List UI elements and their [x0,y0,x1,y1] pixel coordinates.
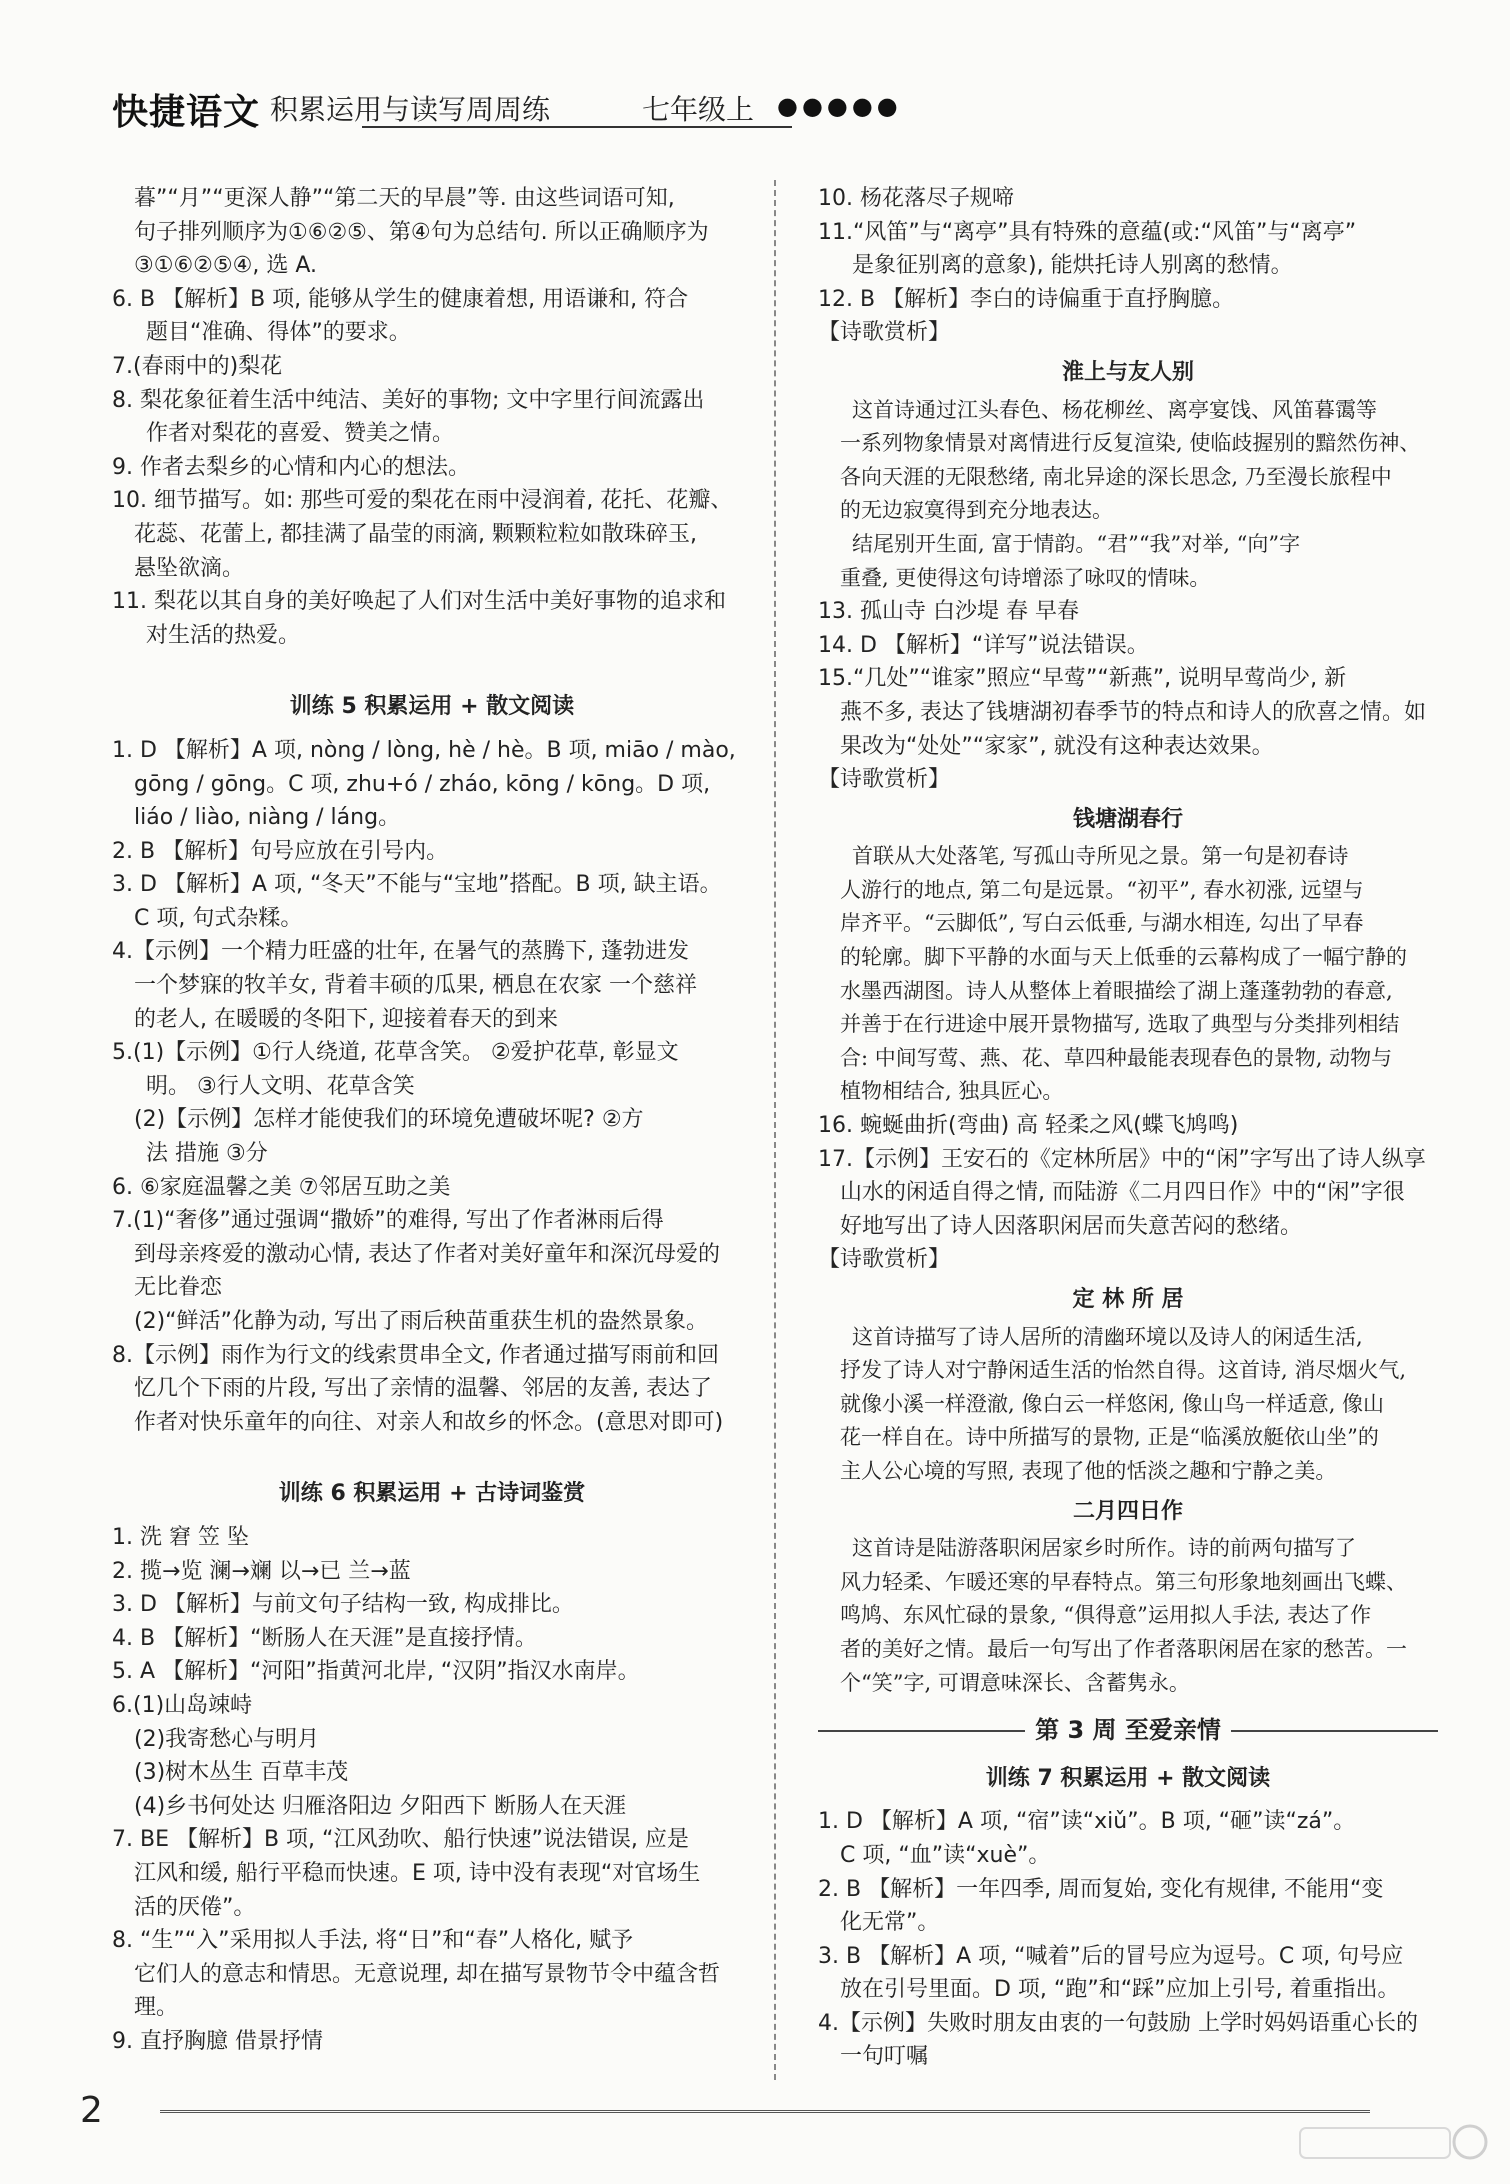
header-underline [362,126,792,128]
text-line: 主人公心境的写照, 表现了他的恬淡之趣和宁静之美。 [840,1458,1337,1483]
text-line: 到母亲疼爱的激动心情, 表达了作者对美好童年和深沉母爱的 [134,1241,720,1267]
text-line: (3)树木丛生 百草丰茂 [134,1760,349,1786]
text-line: 11. 梨花以其自身的美好唤起了人们对生活中美好事物的追求和 [112,589,726,615]
text-line: 训练 7 积累运用 + 散文阅读 [985,1765,1271,1791]
week-rule-right [1231,1730,1438,1732]
text-line: 这首诗通过江头春色、杨花柳丝、离亭宴饯、风笛暮霭等 [852,397,1377,422]
text-line: 是象征别离的意象), 能烘托诗人别离的愁情。 [852,253,1293,279]
text-line: C 项, 句式杂糅。 [134,905,303,931]
text-line: 的轮廓。脚下平静的水面与天上低垂的云幕构成了一幅宁静的 [840,945,1407,970]
text-line: (2)我寄愁心与明月 [134,1726,320,1752]
text-line: 15.“几处”“谁家”照应“早莺”“新燕”, 说明早莺尚少, 新 [818,666,1347,692]
text-line: 7.(1)“奢侈”通过强调“撒娇”的难得, 写出了作者淋雨后得 [112,1208,664,1234]
text-line: 4.【示例】一个精力旺盛的壮年, 在暑气的蒸腾下, 蓬勃进发 [112,939,689,965]
text-line: (2)“鲜活”化静为动, 写出了雨后秧苗重获生机的盎然景象。 [134,1309,708,1334]
text-line: 的老人, 在暖暖的冬阳下, 迎接着春天的到来 [134,1006,558,1032]
watermark-logo [1290,2120,1490,2180]
text-line: ③①⑥②⑤④, 选 A. [134,253,317,279]
text-line: 14. D 【解析】“详写”说法错误。 [818,632,1149,658]
text-line: 各向天涯的无限愁绪, 南北异途的深长思念, 乃至漫长旅程中 [840,464,1392,489]
text-line: 作者对梨花的喜爱、赞美之情。 [146,421,455,447]
text-line: 4. B 【解析】“断肠人在天涯”是直接抒情。 [112,1625,537,1651]
page-number: 2 [80,2090,103,2131]
text-line: 【诗歌赏析】 [818,767,951,793]
text-line: 一系列物象情景对离情进行反复渲染, 使临歧握别的黯然伤神、 [840,431,1421,456]
text-line: 江风和缓, 船行平稳而快速。E 项, 诗中没有表现“对官场生 [134,1860,701,1886]
text-line: (4)乡书何处达 归雁洛阳边 夕阳西下 断肠人在天涯 [134,1793,627,1819]
text-line: 1. D 【解析】A 项, nòng / lòng, hè / hè。B 项, miāo / mào, [112,737,736,763]
right-column-top [818,182,1438,1700]
text-line: 6. ⑥家庭温馨之美 ⑦邻居互助之美 [112,1174,451,1200]
text-line: 2. 揽→览 澜→斓 以→已 兰→蓝 [112,1558,411,1584]
week-heading [818,1714,1438,1748]
text-line: 5.(1)【示例】①行人绕道, 花草含笑。 ②爱护花草, 彰显文 [112,1040,679,1066]
text-line: 好地写出了诗人因落职闲居而失意苦闷的愁绪。 [840,1213,1303,1239]
text-line: 1. D 【解析】A 项, “宿”读“xiǔ”。B 项, “砸”读“zá”。 [818,1809,1356,1835]
text-line [112,652,752,676]
text-line: 4.【示例】失败时朋友由衷的一句鼓励 上学时妈妈语重心长的 [818,2010,1418,2036]
text-line: 2. B 【解析】一年四季, 周而复始, 变化有规律, 不能用“变 [818,1876,1384,1902]
text-line: 并善于在行进途中展开景物描写, 选取了典型与分类排列相结 [840,1012,1400,1037]
text-line: C 项, “血”读“xuè”。 [840,1842,1051,1868]
text-line: 个“笑”字, 可谓意味深长、含蓄隽永。 [840,1670,1190,1695]
text-line: 【诗歌赏析】 [818,1247,951,1273]
week-title: 第 3 周 至爱亲情 [1035,1716,1221,1745]
text-line: 岸齐平。“云脚低”, 写白云低垂, 与湖水相连, 勾出了早春 [840,911,1364,936]
text-line: 5. A 【解析】“河阳”指黄河北岸, “汉阴”指汉水南岸。 [112,1659,640,1685]
text-line: 12. B 【解析】李白的诗偏重于直抒胸臆。 [818,286,1235,312]
text-line: 1. 洗 窘 笠 坠 [112,1524,249,1550]
text-line [112,1439,752,1463]
text-line: 山水的闲适自得之情, 而陆游《二月四日作》中的“闲”字很 [840,1180,1405,1206]
text-line: liáo / liào, niàng / láng。 [134,805,401,831]
text-line: 6. B 【解析】B 项, 能够从学生的健康着想, 用语谦和, 符合 [112,286,689,312]
text-line: 作者对快乐童年的向往、对亲人和故乡的怀念。(意思对即可) [134,1409,724,1435]
grade-label: 七年级上 [642,93,755,126]
text-line: 这首诗描写了诗人居所的清幽环境以及诗人的闲适生活, [852,1324,1363,1349]
text-line: 13. 孤山寺 白沙堤 春 早春 [818,599,1079,625]
text-line: 化无常”。 [840,1910,940,1936]
text-line: 8. “生”“入”采用拟人手法, 将“日”和“春”人格化, 赋予 [112,1928,634,1954]
text-line: 这首诗是陆游落职闲居家乡时所作。诗的前两句描写了 [852,1536,1356,1561]
text-line: 钱塘湖春行 [1072,806,1183,832]
series-subtitle: 积累运用与读写周周练 [270,93,551,126]
text-line: 风力轻柔、乍暖还寒的早春特点。第三句形象地刻画出飞蝶、 [840,1569,1407,1594]
text-line: 无比眷恋 [134,1275,223,1301]
text-line: 重叠, 更使得这句诗增添了咏叹的情味。 [840,565,1211,590]
left-column [112,182,752,2058]
text-line: 水墨西湖图。诗人从整体上着眼描绘了湖上蓬蓬勃勃的春意, [840,978,1393,1003]
text-line: 它们人的意志和情思。无意说理, 却在描写景物节令中蕴含哲 [134,1961,720,1987]
text-line: 者的美好之情。最后一句写出了作者落职闲居在家的愁苦。一 [840,1636,1407,1661]
text-line: 法 措施 ③分 [146,1141,268,1167]
right-column-bottom [818,1762,1438,2074]
column-divider [774,180,776,2080]
text-line: 8.【示例】雨作为行文的线索贯串全文, 作者通过描写雨前和回 [112,1342,719,1368]
text-line: 对生活的热爱。 [146,622,301,648]
text-line: 8. 梨花象征着生活中纯洁、美好的事物; 文中字里行间流露出 [112,387,705,413]
text-line: 一个梦寐的牧羊女, 背着丰硕的瓜果, 栖息在农家 一个慈祥 [134,973,697,999]
brand-title: 快捷语文 [112,92,261,133]
text-line: 7.(春雨中的)梨花 [112,353,283,379]
text-line: 句子排列顺序为①⑥②⑤、第④句为总结句. 所以正确顺序为 [134,219,709,245]
text-line: 16. 蜿蜒曲折(弯曲) 高 轻柔之风(蝶飞鸠鸣) [818,1113,1239,1139]
text-line: 人游行的地点, 第二句是远景。“初平”, 春水初涨, 远望与 [840,877,1364,902]
text-line: 花一样自在。诗中所描写的景物, 正是“临溪放艇依山坐”的 [840,1425,1379,1450]
page-header [112,84,1412,133]
text-line: 理。 [134,1995,179,2021]
text-line: 暮”“月”“更深人静”“第二天的早晨”等. 由这些词语可知, [134,186,675,211]
week-rule-left [818,1730,1025,1732]
text-line: 6.(1)山岛竦峙 [112,1692,253,1718]
text-line: 首联从大处落笔, 写孤山寺所见之景。第一句是初春诗 [852,844,1349,869]
footer-rule [160,2110,1370,2113]
text-line: 9. 直抒胸臆 借景抒情 [112,2028,323,2054]
text-line: (2)【示例】怎样才能使我们的环境免遭破坏呢? ②方 [134,1107,644,1133]
text-line: 3. D 【解析】与前文句子结构一致, 构成排比。 [112,1592,574,1618]
text-line: 植物相结合, 独具匠心。 [840,1079,1064,1104]
text-line: 活的厌倦”。 [134,1894,256,1920]
text-line: 7. BE 【解析】B 项, “江风劲吹、船行快速”说法错误, 应是 [112,1827,689,1853]
text-line: 定 林 所 居 [1072,1287,1184,1312]
text-line: 淮上与友人别 [1061,359,1194,385]
text-line: 结尾别开生面, 富于情韵。“君”“我”对举, “向”字 [852,531,1301,556]
text-line: 17.【示例】王安石的《定林所居》中的“闲”字写出了诗人纵享 [818,1146,1426,1172]
text-line: 2. B 【解析】句号应放在引号内。 [112,838,449,864]
text-line: 悬坠欲滴。 [134,555,245,581]
text-line: 9. 作者去梨乡的心情和内心的想法。 [112,454,470,480]
rating-dots: ●●●●● [777,92,902,120]
text-line: 放在引号里面。D 项, “跑”和“踩”应加上引号, 着重指出。 [840,1977,1400,2003]
text-line: 3. B 【解析】A 项, “喊着”后的冒号应为逗号。C 项, 句号应 [818,1943,1404,1969]
right-column [818,182,1438,2074]
text-line: 【诗歌赏析】 [818,320,951,346]
text-line: 题目“准确、得体”的要求。 [146,320,411,346]
text-line: 11.“风笛”与“离亭”具有特殊的意蕴(或:“风笛”与“离亭” [818,219,1357,245]
text-line: 就像小溪一样澄澈, 像白云一样悠闲, 像山鸟一样适意, 像山 [840,1391,1385,1416]
text-line: 花蕊、花蕾上, 都挂满了晶莹的雨滴, 颗颗粒粒如散珠碎玉, [134,521,697,547]
text-line: gōng / gōng。C 项, zhu+ó / zháo, kōng / kōng。D 项, [134,771,711,797]
text-line: 抒发了诗人对宁静闲适生活的怡然自得。这首诗, 消尽烟火气, [840,1358,1407,1383]
text-line: 燕不多, 表达了钱塘湖初春季节的特点和诗人的欣喜之情。如 [840,699,1426,725]
text-line: 10. 细节描写。如: 那些可爱的梨花在雨中浸润着, 花托、花瓣、 [112,488,733,514]
text-line: 果改为“处处”“家家”, 就没有这种表达效果。 [840,733,1274,759]
text-line: 忆几个下雨的片段, 写出了亲情的温馨、邻居的友善, 表达了 [134,1376,712,1402]
text-line: 明。 ③行人文明、花草含笑 [146,1073,415,1099]
text-line: 一句叮嘱 [840,2044,929,2070]
text-line: 10. 杨花落尽子规啼 [818,186,1014,211]
text-line: 训练 5 积累运用 + 散文阅读 [289,694,575,720]
text-line: 合: 中间写莺、燕、花、草四种最能表现春色的景物, 动物与 [840,1045,1393,1070]
text-line: 二月四日作 [1072,1498,1183,1524]
text-line: 训练 6 积累运用 + 古诗词鉴赏 [278,1481,586,1507]
text-line: 的无边寂寞得到充分地表达。 [840,498,1113,523]
text-line: 鸣鸠、东风忙碌的景象, “俱得意”运用拟人手法, 表达了作 [840,1603,1372,1628]
text-line: 3. D 【解析】A 项, “冬天”不能与“宝地”搭配。B 项, 缺主语。 [112,872,722,898]
